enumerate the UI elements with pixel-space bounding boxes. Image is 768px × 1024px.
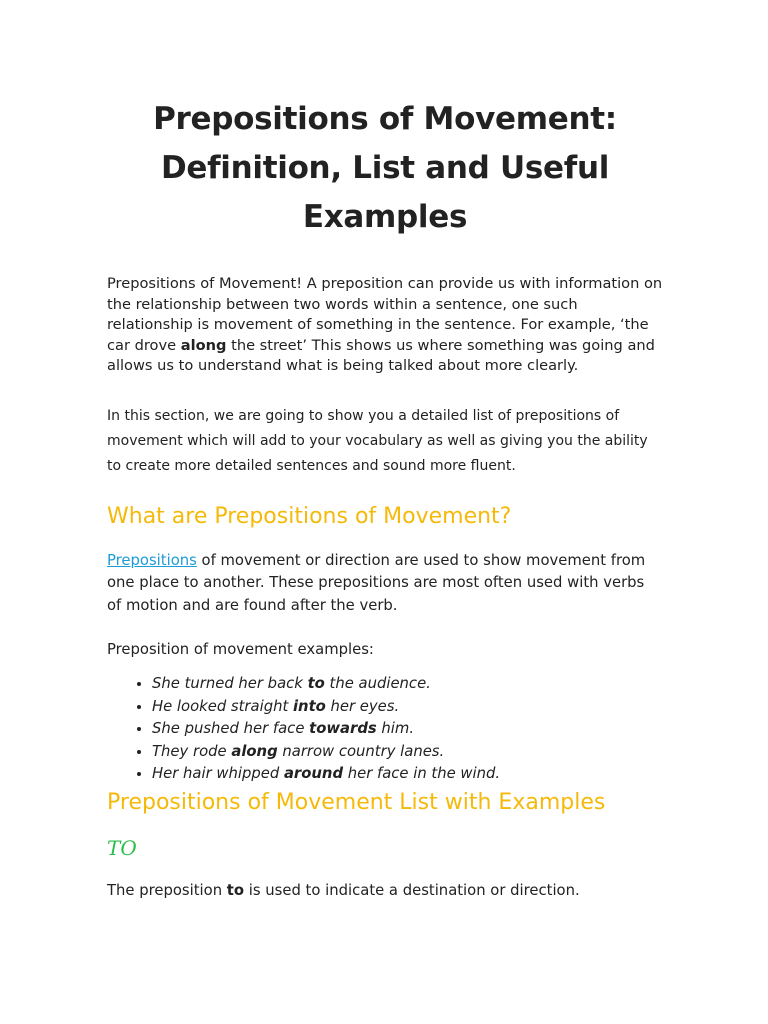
example-text: her eyes. (325, 697, 400, 715)
subheading-to: TO (107, 835, 137, 860)
example-preposition: around (283, 765, 344, 783)
list-item (152, 718, 663, 741)
intro-text-before: Prepositions of Movement! A preposition can provide us with information on the relationship between two words within a sentence, one such relationship is movement of something in the sentence. For example, ‘the car drove (107, 275, 663, 354)
intro-text-after: the street’ This shows us where something was going and allows us to understand what is being talked about more clearly. (107, 336, 655, 375)
to-bold: to (226, 881, 245, 899)
intro-bold-along: along (180, 336, 227, 354)
example-text: him. (376, 720, 415, 738)
list-item (152, 741, 663, 764)
example-text: her face in the wind. (343, 765, 501, 783)
to-text-after: is used to indicate a destination or direction. (244, 881, 580, 899)
example-preposition: towards (309, 720, 377, 738)
to-definition (107, 880, 663, 902)
examples-list (107, 673, 663, 786)
page-title-line-1: Prepositions of Movement: (153, 101, 617, 137)
example-text: They rode (152, 742, 232, 760)
example-text: He looked straight (152, 697, 293, 715)
definition-text: of movement or direction are used to show movement from one place to another. These prepositions are most often used with verbs of motion and are found after the verb. (107, 551, 646, 614)
intro-paragraph-2: In this section, we are going to show you a detailed list of prepositions of movement which will add to your vocabulary as well as giving you the ability to create more detailed sentences and sound more fluent. (107, 407, 648, 474)
page-title-line-3: Examples (302, 199, 468, 235)
example-preposition: to (307, 675, 325, 693)
section-heading-list: Prepositions of Movement List with Examples (107, 789, 606, 815)
page-title (107, 95, 663, 242)
intro-paragraph (107, 274, 663, 377)
example-text: She pushed her face (152, 720, 310, 738)
page-title-line-2: Definition, List and Useful (160, 150, 610, 186)
list-item (152, 696, 663, 719)
list-item (152, 673, 663, 696)
example-preposition: into (292, 697, 326, 715)
list-item (152, 763, 663, 786)
example-text: narrow country lanes. (277, 742, 445, 760)
examples-label: Preposition of movement examples: (107, 641, 374, 659)
example-preposition: along (231, 742, 278, 760)
to-text-before: The preposition (107, 881, 227, 899)
example-text: Her hair whipped (152, 765, 284, 783)
article (107, 95, 663, 902)
example-text: the audience. (324, 675, 431, 693)
definition-paragraph (107, 550, 663, 618)
example-text: She turned her back (152, 675, 308, 693)
prepositions-link[interactable]: Prepositions (107, 551, 197, 569)
section-heading-what: What are Prepositions of Movement? (107, 503, 512, 529)
